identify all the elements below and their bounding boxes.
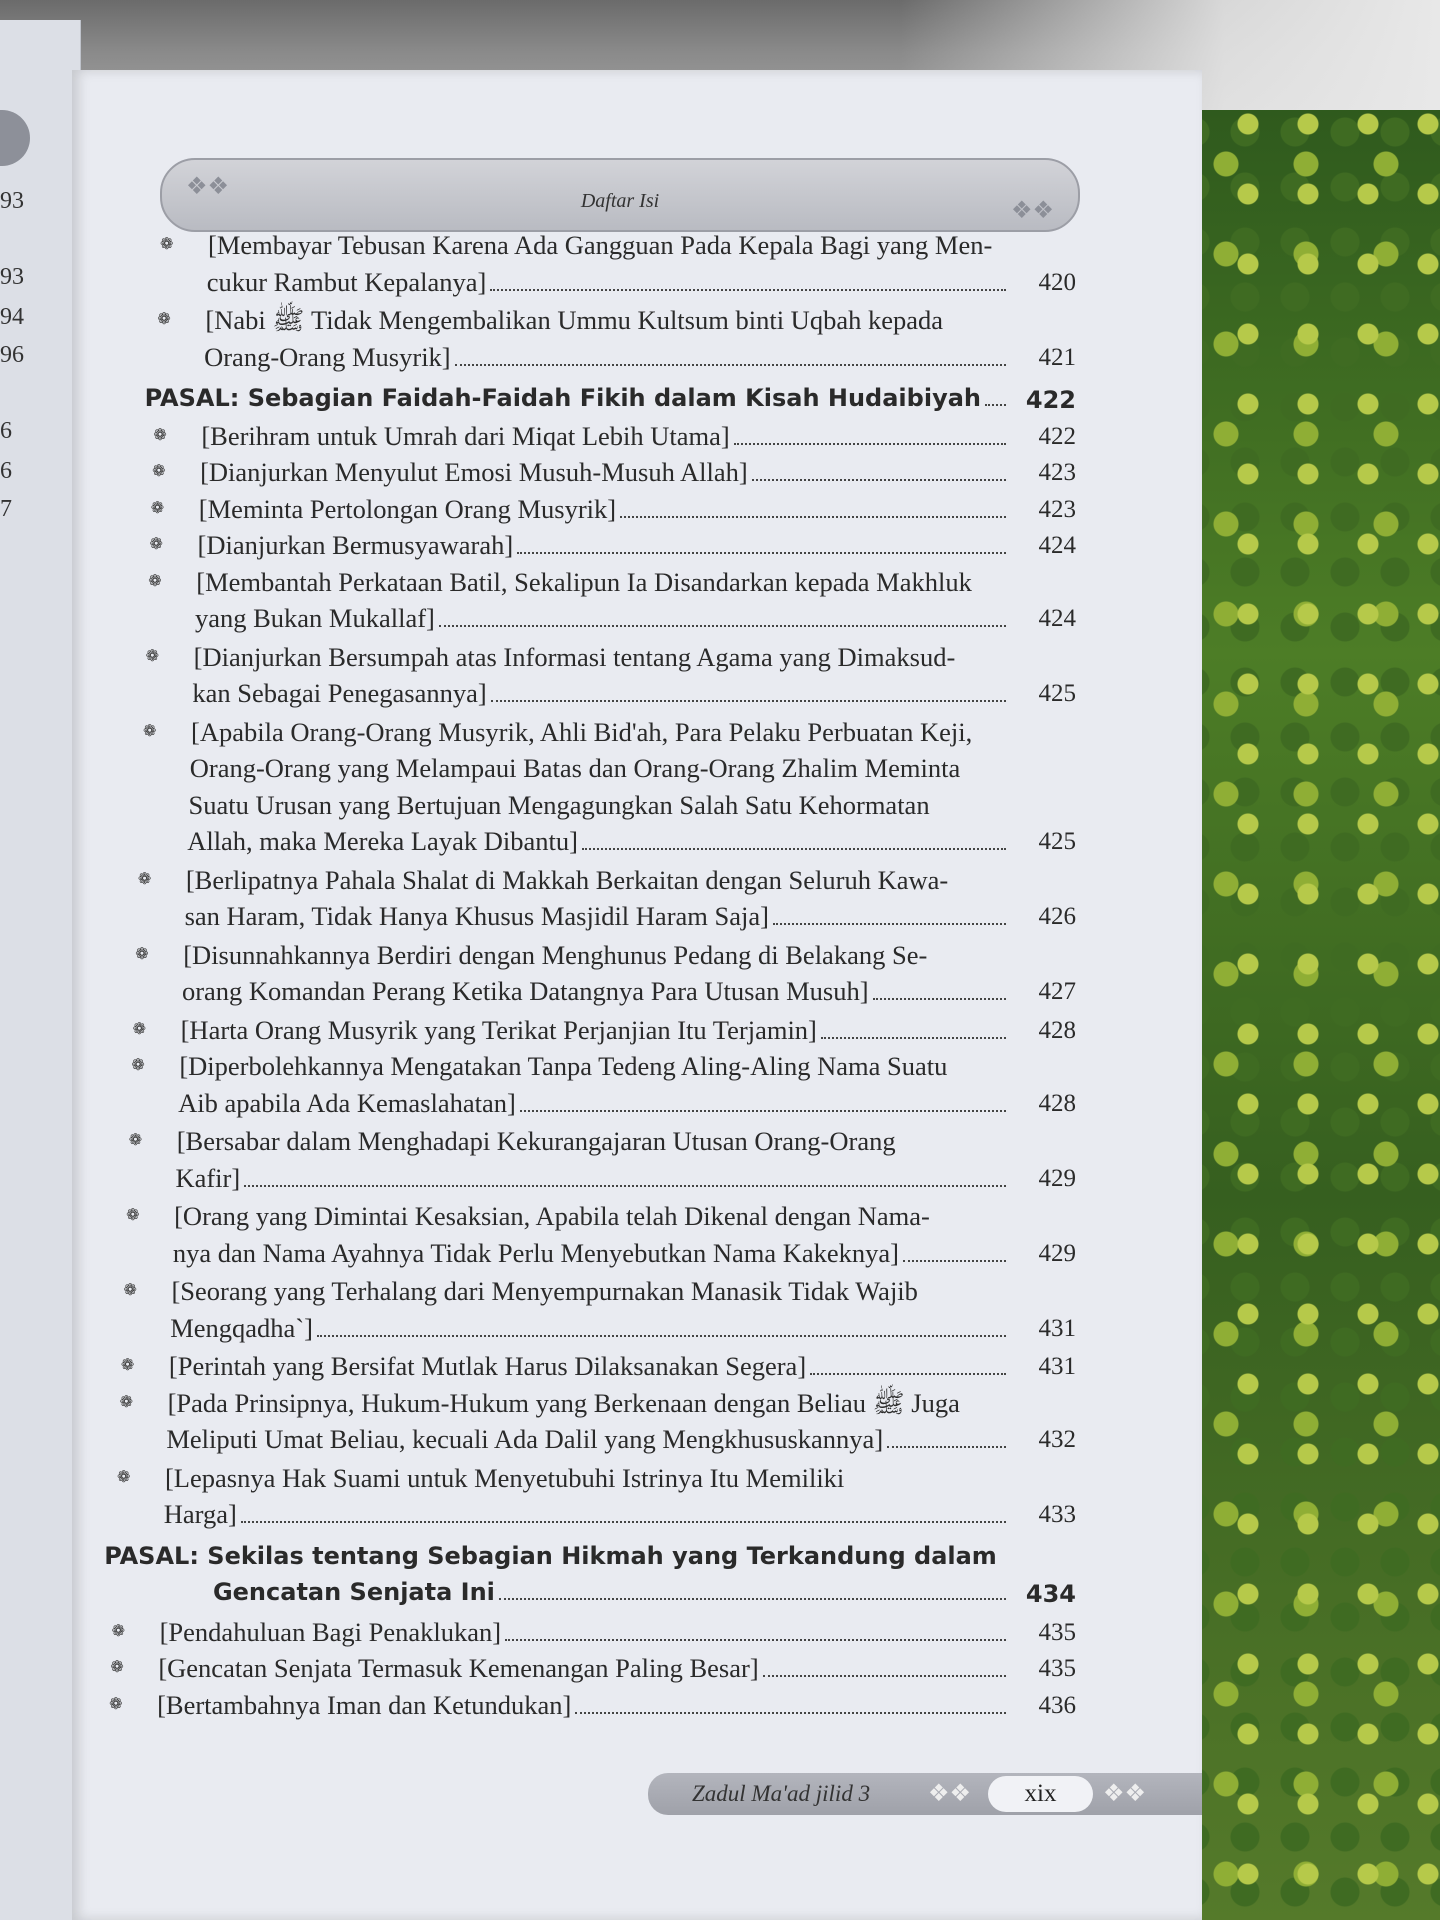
toc-entry-text [170,1313,1010,1344]
toc-entry-text [186,865,1010,896]
toc-entry-title: PASAL: Sekilas tentang Sebagian Hikmah yang Terkandung dalam [104,1541,997,1570]
toc-page-number: 424 [1038,532,1076,559]
ornament-bullet-icon: ❁ [152,463,166,480]
ornament-icon: ❖❖ [1103,1781,1147,1807]
toc-entry-title: [Lepasnya Hak Suami untuk Menyetubuhi Istrinya Itu Memiliki [164,1462,845,1493]
toc-entry-title: Orang-Orang Musyrik] [204,341,451,372]
toc-entry-text [213,1578,1010,1607]
ornament-bullet-icon: ❁ [150,499,165,517]
toc-page-number: 428 [1038,1089,1076,1117]
dotted-leader [752,478,1006,481]
previous-page-number: 6 [0,458,12,484]
ornament-bullet-icon: ❁ [110,1659,124,1676]
toc-entry-title: [Meminta Pertolongan Orang Musyrik] [198,493,617,524]
dotted-leader [455,363,1006,366]
toc-entry-title: [Bertambahnya Iman dan Ketundukan] [157,1689,572,1720]
toc-entry-title: Meliputi Umat Beliau, kecuali Ada Dalil yang Mengkhususkannya] [166,1424,884,1454]
toc-entry-title: [Apabila Orang-Orang Musyrik, Ahli Bid'ah, Para Pelaku Perbuatan Keji, [191,716,973,747]
toc-entry-text [174,1201,1010,1232]
toc-entry-text [182,976,1010,1007]
toc-page-number: 435 [1038,1655,1076,1682]
toc-entry-text [199,494,1010,525]
toc-entry-title: Suatu Urusan yang Bertujuan Mengagungkan Salah Satu Kehormatan [188,789,930,820]
ornament-bullet-icon: ❁ [111,1622,126,1640]
toc-page-number: 424 [1038,605,1076,632]
toc-entry-text [165,1463,1010,1494]
toc-page-number: 429 [1038,1239,1076,1267]
dotted-leader [490,288,1006,291]
dotted-leader [620,515,1006,518]
previous-page-number: 94 [0,304,24,330]
toc-entry-title: [Berihram untuk Umrah dari Miqat Lebih Utama] [201,420,730,451]
toc-entry-text [171,1276,1010,1307]
ornament-bullet-icon: ❁ [145,647,160,665]
dotted-leader [517,551,1006,554]
toc-entry-title: Mengqadha`] [170,1312,313,1343]
ornament-bullet-icon: ❁ [128,1132,143,1149]
toc-page-number: 429 [1038,1164,1076,1192]
toc-entry-text [179,1051,1010,1082]
toc-page-number: 426 [1038,903,1076,930]
toc-entry-title: Orang-Orang yang Melampaui Batas dan Orang-Orang Zhalim Meminta [189,753,961,783]
toc-page-number: 422 [1038,422,1076,450]
dotted-leader [773,922,1006,925]
toc-entry-title: Gencatan Senjata Ini [212,1578,495,1606]
dotted-leader [491,699,1006,702]
toc-entry-title: [Membayar Tebusan Karena Ada Gangguan Pada Kepala Bagi yang Men- [208,230,993,260]
toc-page-number: 420 [1038,268,1076,296]
ornament-bullet-icon: ❁ [143,722,157,740]
toc-entry-title: [Berlipatnya Pahala Shalat di Makkah Berkaitan dengan Seluruh Kawa- [185,864,949,895]
toc-entry-title: nya dan Nama Ayahnya Tidak Perlu Menyebutkan Nama Kakeknya] [172,1237,899,1268]
ornament-bullet-icon: ❁ [123,1282,137,1299]
toc-page-number: 436 [1038,1691,1076,1719]
header-title: Daftar Isi [580,190,660,212]
toc-entry-text [198,530,1010,561]
toc-page-number: 425 [1038,680,1076,707]
toc-entry-text [205,305,1010,343]
toc-entry-text [195,603,1010,634]
toc-page-number: 431 [1038,1314,1076,1342]
toc-page-number: 434 [1025,1580,1076,1608]
ornament-bullet-icon: ❁ [116,1468,131,1486]
toc-entry-title: Aib apabila Ada Kemaslahatan] [178,1087,516,1118]
toc-entry-text [164,1499,1010,1530]
ornament-bullet-icon: ❁ [131,1057,145,1074]
dotted-leader [499,1597,1006,1600]
dotted-leader [582,847,1006,850]
page-number: xix [988,1776,1093,1812]
footer-bar [648,1773,1202,1815]
toc-entry-text [185,901,1010,932]
toc-entry-text [200,457,1010,488]
toc-entry-text [190,753,1010,784]
toc-page-number: 421 [1038,343,1076,371]
toc-entry-text [187,826,1010,857]
toc-page-number: 432 [1038,1426,1076,1453]
ornament-bullet-icon: ❁ [149,536,163,553]
toc-entry-text [158,1653,1010,1684]
toc-entry-title: [Gencatan Senjata Termasuk Kemenangan Paling Besar] [158,1653,759,1683]
previous-page-number: 93 [0,264,24,290]
toc-page-number: 422 [1025,386,1076,414]
dotted-leader [734,442,1006,445]
toc-page-number: 435 [1038,1618,1076,1646]
toc-entry-title: [Pendahuluan Bagi Penaklukan] [159,1616,502,1647]
toc-entry-text [178,1088,1010,1119]
toc-entry-title: PASAL: Sebagian Faidah-Faidah Fikih dalam Kisah Hudaibiyah [144,384,981,412]
toc-page-number: 428 [1038,1016,1076,1044]
dotted-leader [241,1520,1006,1523]
toc-entry-title: [Orang yang Dimintai Kesaksian, Apabila telah Dikenal dengan Nama- [174,1201,930,1231]
toc-entry-title: [Bersabar dalam Menghadapi Kekurangajaran Utusan Orang-Orang [176,1126,896,1156]
ornament-bullet-icon: ❁ [153,426,167,444]
dotted-leader [821,1036,1006,1039]
toc-entry-title: [Dianjurkan Menyulut Emosi Musuh-Musuh Allah] [200,457,748,487]
dotted-leader [873,997,1006,1000]
toc-entry-text [183,940,1010,971]
toc-entry-title: Allah, maka Mereka Layak Dibantu] [187,826,578,856]
toc-page-number: 423 [1038,459,1076,486]
toc-entry-text [173,1238,1010,1269]
toc-entry-text [166,1424,1010,1455]
dotted-leader [439,624,1006,627]
toc-entry-text [194,642,1010,673]
toc-entry-text [181,1015,1010,1046]
ornament-bullet-icon: ❁ [160,236,174,253]
ornament-bullet-icon: ❁ [119,1393,133,1411]
toc-entry-text [208,230,1010,261]
toc-page-number: 427 [1038,978,1076,1005]
toc-entry-text [175,1163,1010,1194]
previous-page-number: 93 [0,188,24,214]
toc-entry-title: [Dianjurkan Bermusyawarah] [197,530,514,560]
toc-entry-text [160,1617,1010,1648]
dotted-leader [520,1109,1006,1112]
toc-entry-text [188,790,1010,821]
ornament-bullet-icon: ❁ [148,572,162,590]
toc-entry-title: Kafir] [175,1162,241,1193]
ornament-icon: ❖❖ [186,174,230,200]
toc-entry-text [204,342,1010,373]
previous-page-number: 96 [0,342,24,368]
toc-entry-text [177,1126,1010,1157]
toc-entry-text [196,567,1010,598]
toc-entry-text [192,678,1010,709]
dotted-leader [244,1184,1006,1187]
toc-entry-title: kan Sebagai Penegasannya] [192,678,487,708]
toc-entry-text [145,384,1010,413]
toc-entry-title: [Disunnahkannya Berdiri dengan Menghunus Pedang di Belakang Se- [183,939,928,970]
toc-page-number: 423 [1038,495,1076,523]
dotted-leader [763,1674,1006,1677]
toc-entry-title: [Membantah Perkataan Batil, Sekalipun Ia Disandarkan kepada Makhluk [196,566,972,597]
ornament-bullet-icon: ❁ [137,870,152,888]
ornament-bullet-icon: ❁ [120,1357,135,1374]
dotted-leader [317,1334,1006,1337]
dotted-leader [505,1638,1006,1641]
ornament-bullet-icon: ❁ [157,311,171,328]
dotted-leader [575,1711,1006,1714]
toc-entry-title: [Pada Prinsipnya, Hukum-Hukum yang Berkenaan dengan Beliau ﷺ Juga [167,1387,960,1418]
toc-entry-title: [Seorang yang Terhalang dari Menyempurnakan Manasik Tidak Wajib [171,1276,918,1306]
footer-book-title: Zadul Ma'ad jilid 3 [692,1781,871,1806]
ornament-bullet-icon: ❁ [109,1695,123,1713]
toc-entry-title: [Diperbolehkannya Mengatakan Tanpa Tedeng Aling-Aling Nama Suatu [179,1051,948,1081]
toc-entry-text [168,1388,1010,1426]
toc-entry-title: Harga] [163,1499,237,1529]
toc-entry-title: [Nabi ﷺ Tidak Mengembalikan Ummu Kultsum binti Uqbah kepada [205,305,943,335]
toc-entry-title: [Perintah yang Bersifat Mutlak Harus Dilaksanakan Segera] [168,1351,807,1381]
ornament-icon: ❖❖ [1010,198,1054,224]
toc-entry-title: yang Bukan Mukallaf] [194,603,435,633]
toc-entry-title: [Harta Orang Musyrik yang Terikat Perjanjian Itu Terjamin] [180,1014,817,1045]
toc-page-number: 425 [1038,828,1076,855]
toc-entry-title: orang Komandan Perang Ketika Datangnya Para Utusan Musuh] [181,976,869,1006]
toc-entry-text [157,1690,1010,1721]
toc-page-number: 431 [1038,1353,1076,1380]
previous-page-number: 6 [0,418,12,444]
toc-entry-text [207,267,1010,298]
ornament-icon: ❖❖ [928,1781,972,1807]
toc-entry-title: cukur Rambut Kepalanya] [206,266,487,297]
toc-entry-title: san Haram, Tidak Hanya Khusus Masjidil Haram Saja] [184,901,769,931]
dotted-leader [887,1445,1006,1448]
toc-entry-text [169,1351,1010,1382]
dotted-leader [903,1259,1006,1262]
toc-page-number: 433 [1038,1501,1076,1528]
ornament-bullet-icon: ❁ [135,945,149,963]
ornament-bullet-icon: ❁ [126,1207,140,1224]
toc-entry-text [104,1542,1010,1570]
toc-entry-text [191,717,1010,748]
toc-entry-text [201,421,1010,452]
dotted-leader [810,1372,1006,1375]
toc-entry-title: [Dianjurkan Bersumpah atas Informasi tentang Agama yang Dimaksud- [193,641,956,672]
dotted-leader [985,403,1006,406]
previous-page-number: 7 [0,496,12,522]
ornament-bullet-icon: ❁ [132,1020,147,1038]
